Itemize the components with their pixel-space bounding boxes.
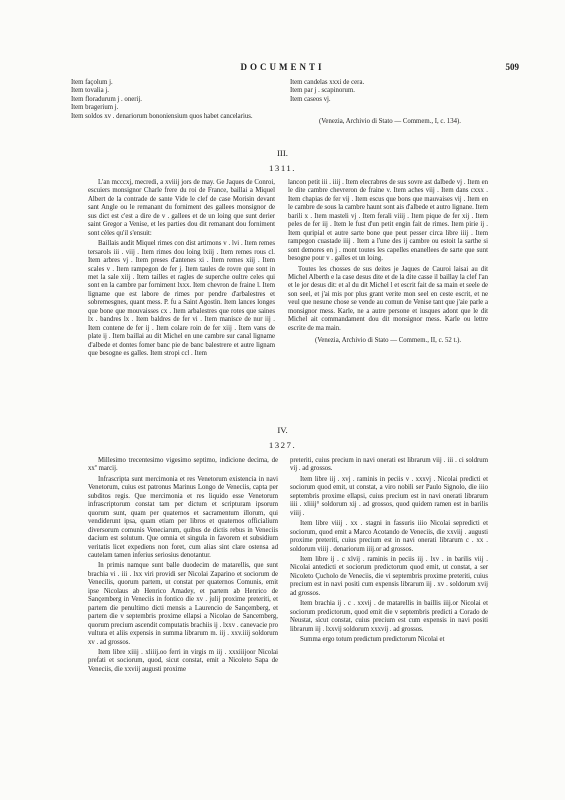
list-item: Item floradurum j . onerij.: [71, 95, 142, 103]
paragraph: preteriti, cuius precium in navi onerati est librarum viij . iii . ci soldrum vij . ad grossos.: [290, 457, 488, 473]
list-item: Item tovalia j.: [71, 87, 109, 95]
paragraph: Toutes les chosses de sus deites je Jaques de Cauroi laisai au dit Michel Alberth e la case desus dite et de la dite casse il baillay la clef l'an et le jor desus dit: et al du dit Michel l et escrit fait de sa main et seele de son seel, et j'ai mis por plus grant verite mon seel en ceste escrit, et ne veul que nesune chose se vende au comun de Venise tant que j'aie parle a monsignor mess. Karle, ne a autre persone et iusques adont que le dit Michel ait commandament dou dit monsignor mess. Karle ou lettre escrite de ma main.: [288, 265, 488, 332]
page-number: 509: [505, 62, 519, 72]
paragraph: In primis namque sunt balle duodecim de matarellis, que sunt brachia vi . iii . lxx viri providi ser Nicolai Zaparino et sociorum de Venecilis, quorum partem, ut constat per quaternos Comunis, emit ipse Nicolaus ab Henrico Amadey, et partem ab Henrico de Sançemberg in Veneciis in fontico die xv . julij proxime preteriti, et partem die penultimo dicti mensis a Laurencio de Sançemberg, et partem die v septembris proxime ellapsi a Nicolao de Sancemberg, quorum precium ascendit computatis brachiis ij . lxxv . canevacie pro vultura et aliis expensis in summa librarum m. iij . xxv.iiij soldorum xv . ad grossos.: [88, 562, 278, 646]
paragraph: Item libre iij . xvj . raminis in peciis v . xxxvj . Nicolai predicti et sociorum quod emit, ut constat, a viro nobili ser Paulo Signolo, die iiio septembris proxime ellapsi, cuius precium est in navi onerati librarum iiii . xliiij° soldorum xij . ad grossos, quod quidem ramen est in barilis viiij .: [290, 475, 488, 517]
paragraph: Item libre ij . c xlvij . raminis in peciis iij . lxv . in barilis viij . Nicolai antedicti et sociorum predictorum quod emit, ut constat, a ser Nicoleto Çucholo de Veneciis, die vi septembris proxime preteriti, cuius precium est in navi positi cum expensis librarum iij . xv . soldorum xvij ad grossos.: [290, 555, 488, 597]
section4-right-column: [290, 457, 488, 647]
list-item: Item candelas xxxi de cera.: [290, 79, 365, 86]
paragraph: Item libre viiij . xx . stagni in fassuris iiio Nicolai sepredicti et sociorum, quod emit a Marco Acotando de Veneciis, die xxviij . augusti proxime preteriti, cuius precium est in navi onerati librarum c . xx . soldorum viiij . denariorum iiij.or ad grossos.: [290, 520, 488, 553]
source-citation: (Venezia, Archivio di Stato — Commem., I, c. 134).: [319, 118, 461, 126]
section-year: 1327.: [268, 440, 297, 450]
paragraph: Item brachia ij . c . xxvij . de matarellis in baillis iiij.or Nicolai et sociorum predictorum, quod emit die v septembris predicti a Corado de Neustat, sicut constat, cuius precium est cum expensis in navi positi librarum iij . lxxvij soldorum xxxvij . ad grossos.: [290, 600, 488, 633]
list-item: Item bragerium j.: [71, 104, 119, 112]
list-item: Item caseos vj.: [290, 95, 331, 103]
paragraph: lancon petit iii . iiij . Item elecrabres de sus sovre ast dalbede vj . Item en le dite cambre chevreron de fraine v. Item aches viij . Item dans cxxx . Item chapias de fer vij . Item escus que bons que mauvaises vij . Item en le cambre de sous la cambre haunt sont ais d'albede et autro lignane. Item barili x . Item masteli vj . Item ferali viiij . Item pique de fer xij . Item peles de fer iij . Item le fust d'un petit engin fait de rimes. Item pirie ij . Item quripial et autre sarte bone que peut pesser circa libre iiij . Item rampegon cuastade iiij . Item a l'une des ij cambre ou estoit la sarthe si sont demores en j . mont toutes les capelles enanellees de sarte que sunt besogne pour v . galles et un loing.: [288, 179, 488, 263]
running-header: [0, 62, 565, 76]
top-right-list: [290, 79, 490, 129]
paragraph: Item libre xiiij . xliiij.oo ferri in virgis m iij . xxxiiijoor Nicolai prefati et sociorum, quod, sicut constat, emit a Nicoleto Sapa de Veneciis, die xxviij augusti proxime: [88, 648, 278, 673]
section4-left-column: [88, 457, 278, 676]
section3-left-column: [88, 179, 275, 361]
paragraph: Baillais audit Miquel rimes con dist artimons v . lvi . Item remes tersarols iii . viij . Item rimes dou loing lxiij . Item remes rous cl. Item arbres vj . Item preses d'antenes xi . Item remes xiij . Item scales v . Item rampegon de fer j. Item taules de rovre que sont in met la sale xiij . Item tailles et ragles de superche oultre celes qui sont en la cambre par forniment lxxx. Item chevron de fraine l. Item ligname que est labore de rimes por pendre d'arbalestres et sobremesgnes, quant mess. P. fu a Saint Agostin. Item lances longes que bone que mouvaisses cx . Item arbalestres que rotes que saines lx . bandres lx . Item baldres de fer vi . Item manisce de nur iij . Item contene de fer ij . Item colare roin de fer xiij . Item vans de plate ij . Item baillai au dit Michel en une cambre sur canal ligname d'albede et dontes fomer banc pie de banc balestrere et autre lignam que besogne es galles. Item stropi ccl . Item: [88, 240, 275, 358]
paragraph: Infrascripta sunt mercimonia et res Venetorum existencia in navi Venetorum, cuius est patronus Marinus Longo de Veneciis, capta per subditos regis. Que mercimonia et res liquido esse Venetorum infrascriptorum constat tam per dictum et scripturam ipsorum quorum sunt, quam per quaternos et sacramentum illorum, qui vendiderunt ipsa, quam etiam per libros et quaternos officialium diversorum comunis Veneciarum, quibus de dictis rebus in Veneciis dacium est solutum. Que omnia et singula in favorem et subsidium veritatis licet expediens non foret, cum alias sint clare ostensa ad cautelam tamen inferius seriosius denotantur.: [88, 475, 278, 559]
list-item: Item par j . scapinorum.: [290, 87, 355, 95]
paragraph: Millesimo trecentesimo vigesimo septimo, indicione decima, de xxº marcij.: [88, 457, 278, 473]
top-left-list: [71, 79, 271, 121]
paragraph: L'an mcccxj, mecredi, a xviiij jors de may. Ge Jaques de Conroi, escuiers monsignor Charle frere du roi de France, baillai a Miquel Albert de la contrade de sante Vide le clef de case Morisin devant sant Angle ou le remanant du forniment des gallees monsignor de sus dict est c'est a dire de v . gallees et de un loing que sunt derier saint Gregor a Venise, et les parties dou dit remanant dou forniment sont cèles qu'il s'ensuit:: [88, 179, 275, 237]
list-item: Item façolum j.: [71, 79, 113, 86]
source-citation: (Venezia, Archivio di Stato — Commem., II, c. 52 t.).: [314, 337, 462, 345]
paragraph: Summa ergo totum predictum predictorum Nicolai et: [300, 636, 445, 644]
section-numeral: III.: [277, 148, 288, 158]
section-numeral: IV.: [277, 425, 288, 435]
running-title: DOCUMENTI: [240, 62, 325, 72]
section3-right-column: [288, 179, 488, 348]
list-item: Item soldos xv . denariorum bononiensium quos habet cancelarius.: [71, 112, 253, 120]
section-year: 1311.: [269, 163, 296, 173]
